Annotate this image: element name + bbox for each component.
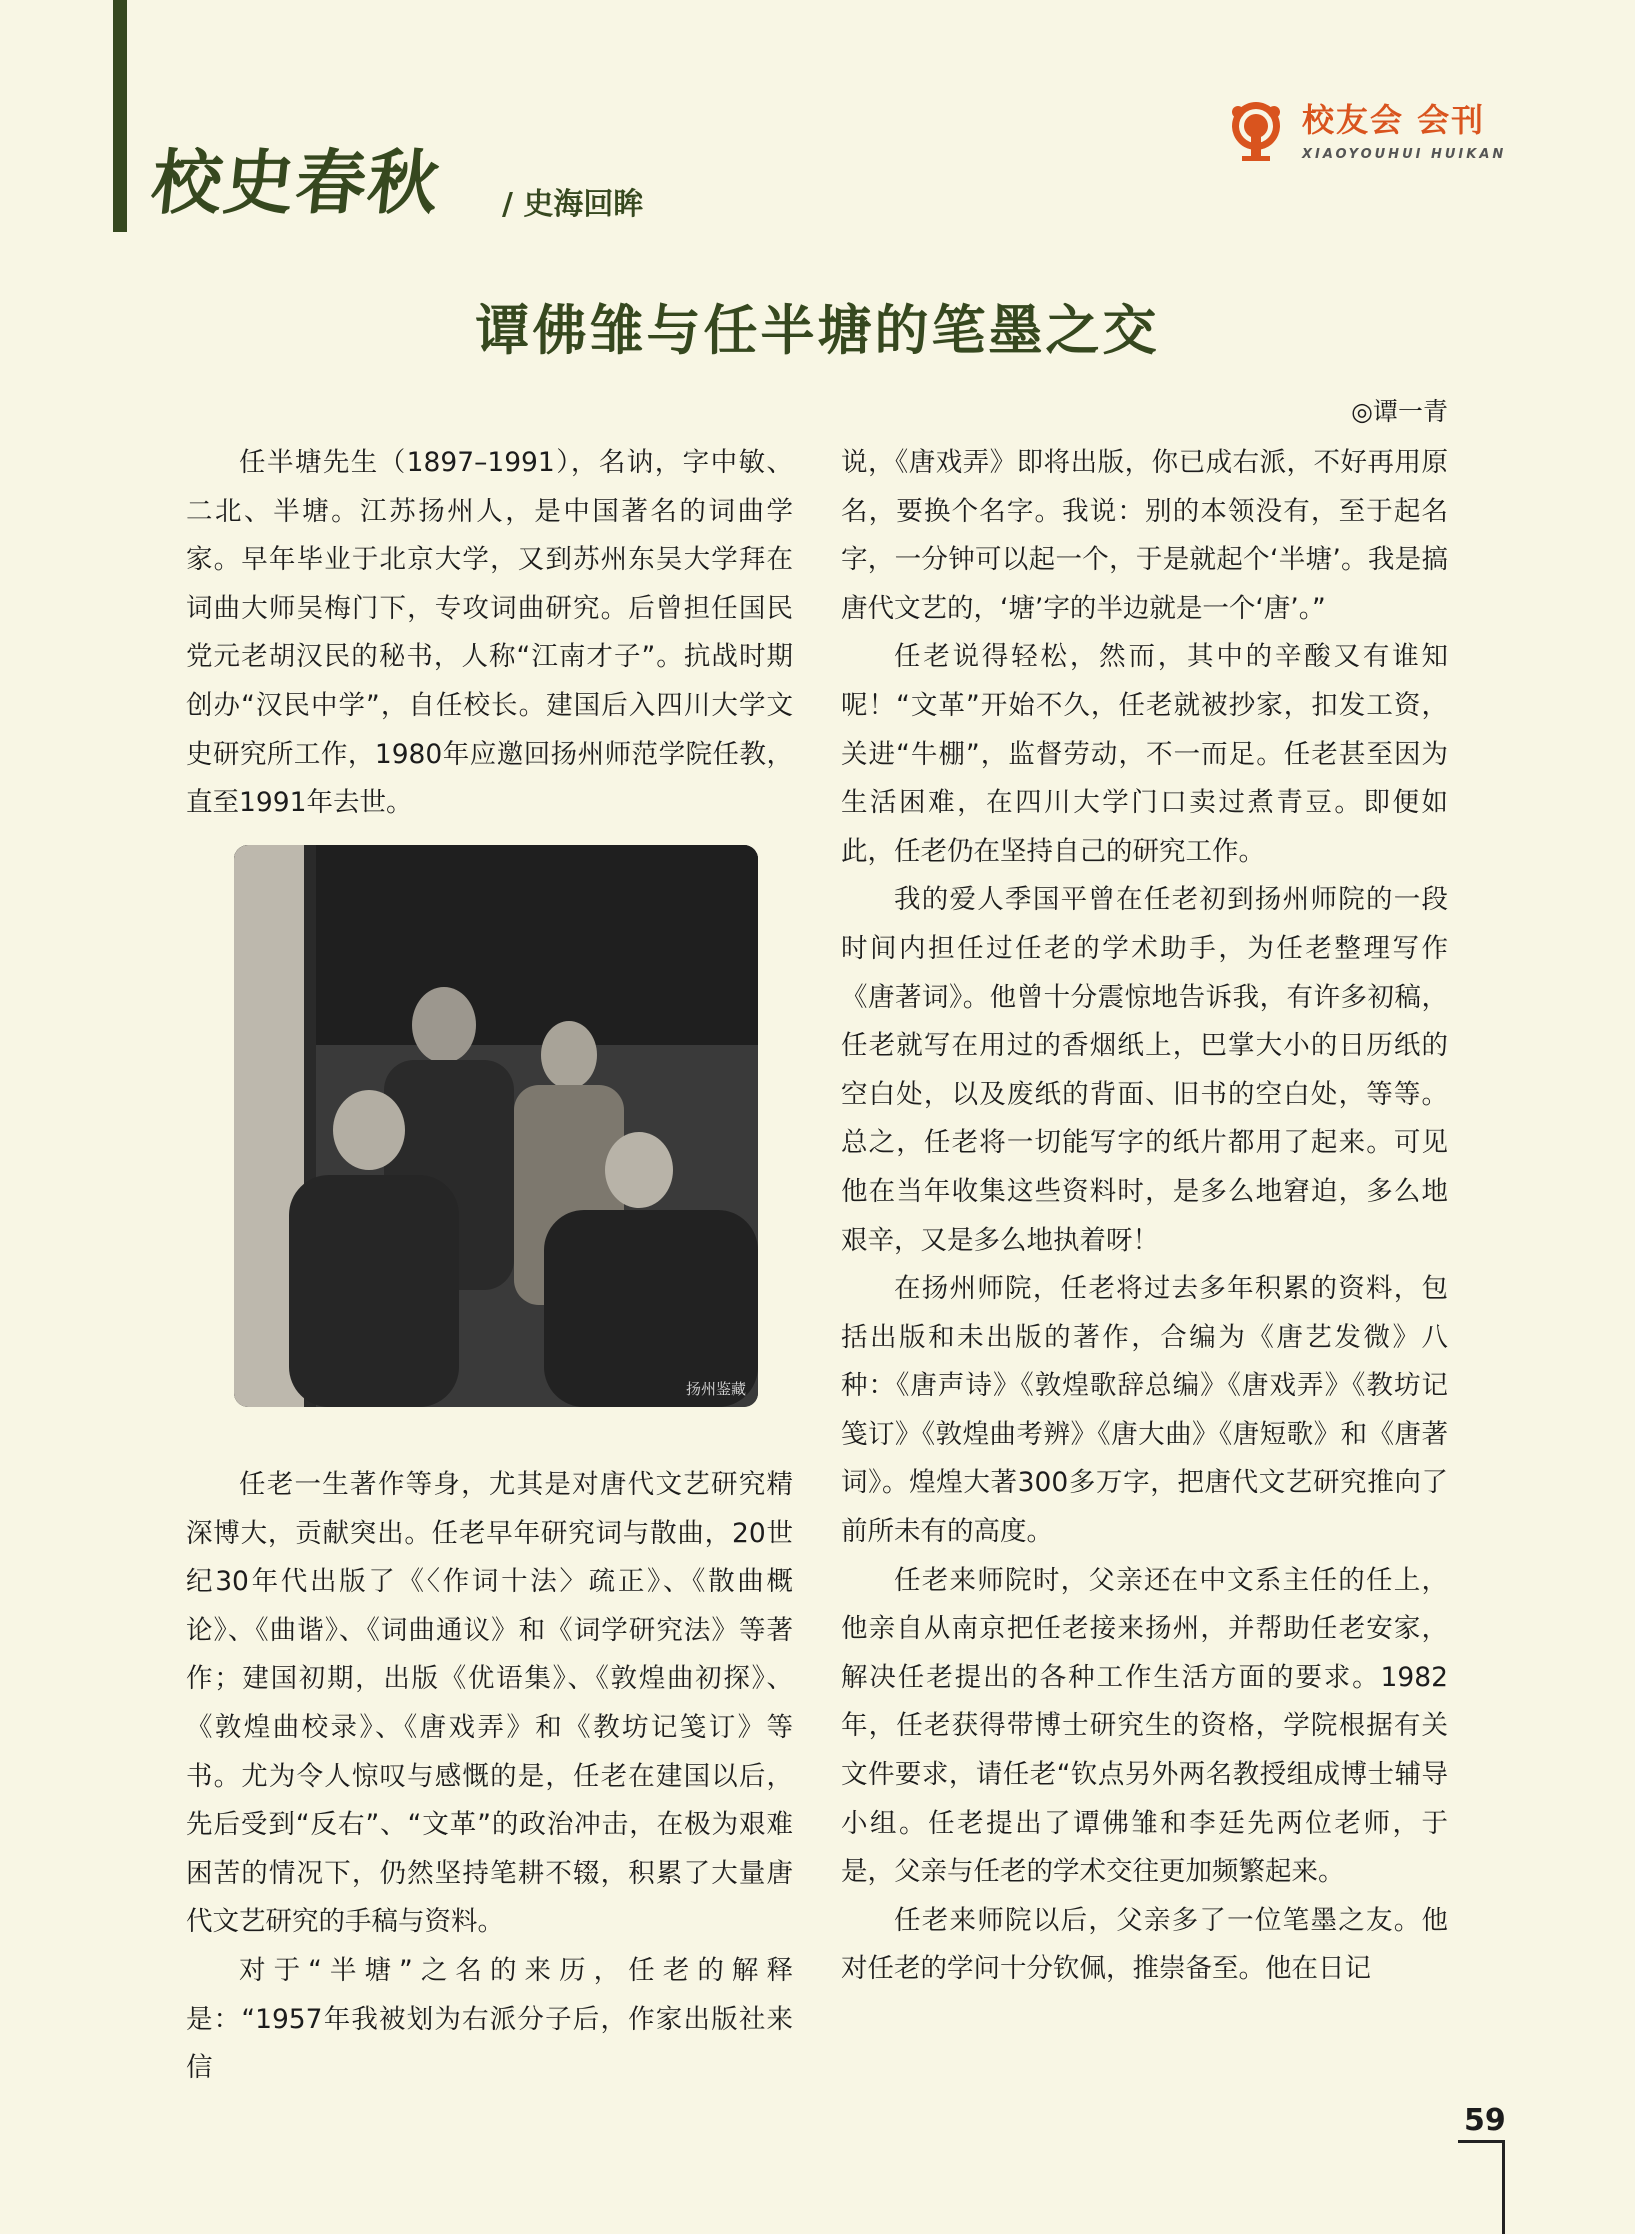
- paragraph: 任半塘先生（1897–1991），名讷，字中敏、二北、半塘。江苏扬州人，是中国著名的词曲学家。早年毕业于北京大学，又到苏州东吴大学拜在词曲大师吴梅门下，专攻词曲研究。后曾担任国民党元老胡汉民的秘书，人称“江南才子”。抗战时期创办“汉民中学”，自任校长。建国后入四川大学文史研究所工作，1980年应邀回扬州师范学院任教，直至1991年去世。: [186, 447, 793, 819]
- brand-name: 校友会 会刊: [1302, 101, 1486, 139]
- historical-photo: [234, 845, 758, 1407]
- paragraph: 在扬州师院，任老将过去多年积累的资料，包括出版和未出版的著作，合编为《唐艺发微》八种：《唐声诗》《敦煌歌辞总编》《唐戏弄》《教坊记笺订》《敦煌曲考辨》《唐大曲》《唐短歌》和《唐著词》。煌煌大著300多万字，把唐代文艺研究推向了前所未有的高度。: [841, 1273, 1448, 1548]
- paragraph: 任老来师院时，父亲还在中文系主任的任上，他亲自从南京把任老接来扬州，并帮助任老安家，解决任老提出的各种工作生活方面的要求。1982年，任老获得带博士研究生的资格，学院根据有关文件要求，请任老“钦点另外两名教授组成博士辅导小组。任老提出了谭佛雏和李廷先两位老师，于是，父亲与任老的学术交往更加频繁起来。: [841, 1564, 1448, 1888]
- page-number-rule: [1458, 2140, 1504, 2143]
- alumni-logo-icon: [1222, 98, 1290, 166]
- article-author: ◎谭一青: [1351, 397, 1448, 426]
- left-column-top: [186, 439, 793, 828]
- paragraph: 任老来师院以后，父亲多了一位笔墨之友。他对任老的学问十分钦佩，推崇备至。他在日记: [841, 1904, 1448, 1985]
- article-title: 谭佛雏与任半塘的笔墨之交: [475, 298, 1160, 362]
- page-number: 59: [1464, 2103, 1506, 2138]
- brand-pinyin: XIAOYOUHUI HUIKAN: [1302, 147, 1507, 162]
- right-column: [841, 439, 1448, 1994]
- paragraph: 对于“半塘”之名的来历，任老的解释是：“1957年我被划为右派分子后，作家出版社来信: [186, 1954, 793, 2084]
- section-subtitle: / 史海回眸: [502, 187, 644, 222]
- paragraph-continued: 说，《唐戏弄》即将出版，你已成右派，不好再用原名，要换个名字。我说：别的本领没有，至于起名字，一分钟可以起一个，于是就起个‘半塘’。我是搞唐代文艺的，‘塘’字的半边就是一个‘唐’。”: [841, 447, 1448, 624]
- page-number-rule-vertical: [1502, 2140, 1505, 2234]
- header-accent-bar: [113, 0, 127, 232]
- paragraph: 任老说得轻松，然而，其中的辛酸又有谁知呢！“文革”开始不久，任老就被抄家，扣发工资，关进“牛棚”，监督劳动，不一而足。任老甚至因为生活困难，在四川大学门口卖过煮青豆。即便如此，任老仍在坚持自己的研究工作。: [841, 641, 1448, 867]
- paragraph: 任老一生著作等身，尤其是对唐代文艺研究精深博大，贡献突出。任老早年研究词与散曲，20世纪30年代出版了《〈作词十法〉疏正》、《散曲概论》、《曲谐》、《词曲通议》和《词学研究法》等著作；建国初期，出版《优语集》、《敦煌曲初探》、《敦煌曲校录》、《唐戏弄》和《教坊记笺订》等书。尤为令人惊叹与感慨的是，任老在建国以后，先后受到“反右”、“文革”的政治冲击，在极为艰难困苦的情况下，仍然坚持笔耕不辍，积累了大量唐代文艺研究的手稿与资料。: [186, 1469, 793, 1938]
- left-column-bottom: [186, 1461, 793, 2093]
- section-title: 校史春秋: [147, 142, 445, 224]
- paragraph: 我的爱人季国平曾在任老初到扬州师院的一段时间内担任过任老的学术助手，为任老整理写作《唐著词》。他曾十分震惊地告诉我，有许多初稿，任老就写在用过的香烟纸上，巴掌大小的日历纸的空白处，以及废纸的背面、旧书的空白处，等等。总之，任老将一切能写字的纸片都用了起来。可见他在当年收集这些资料时，是多么地窘迫，多么地艰辛，又是多么地执着呀！: [841, 884, 1448, 1256]
- photo-illustration: [234, 845, 758, 1407]
- photo-watermark: 扬州鉴藏: [685, 1380, 746, 1398]
